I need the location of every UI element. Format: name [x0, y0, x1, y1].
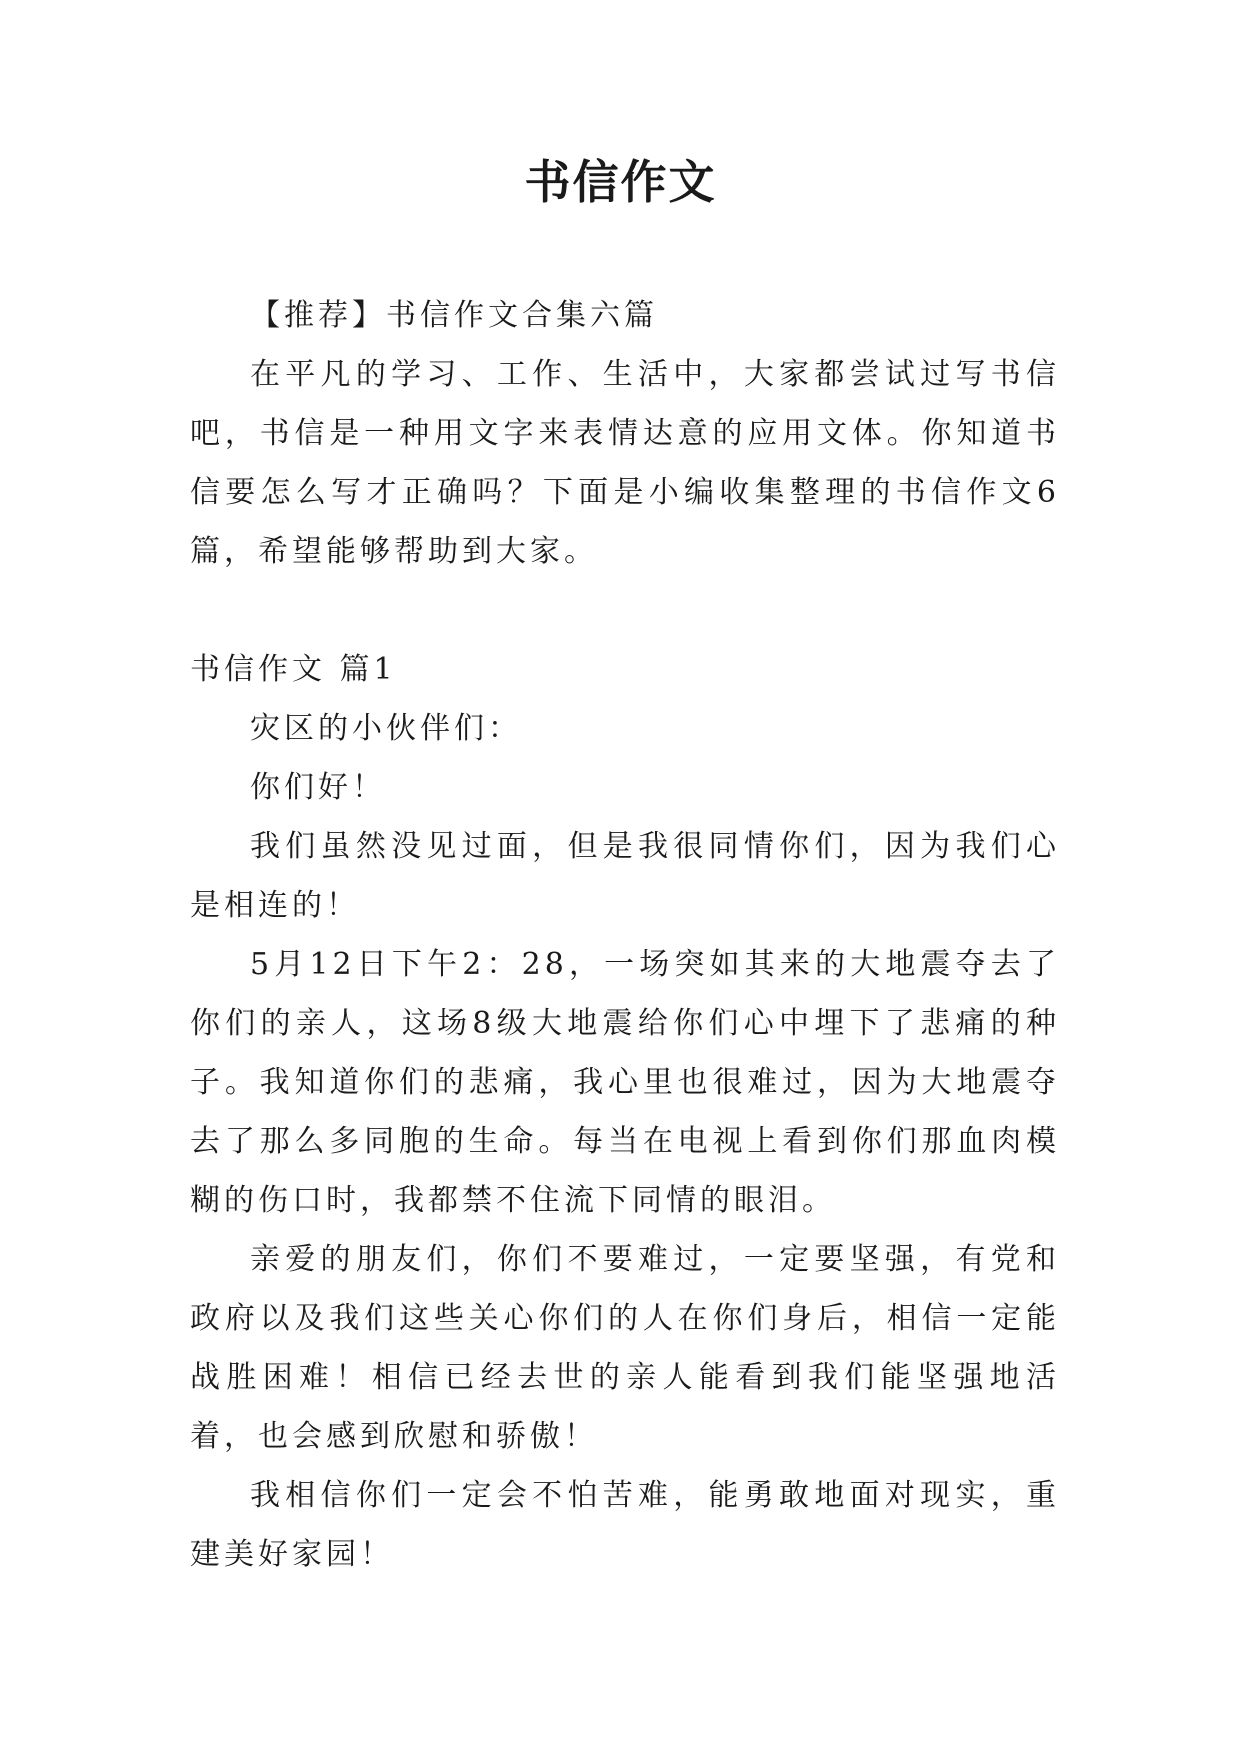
article-title: 书信作文 篇1: [190, 652, 397, 687]
intro-heading: 【推荐】书信作文合集六篇: [250, 298, 658, 333]
letter-greeting: 你们好！: [250, 770, 386, 805]
letter-paragraph: 5月12日下午2：28，一场突如其来的大地震夺去了你们的亲人，这场8级大地震给你们心中埋下了悲痛的种子。我知道你们的悲痛，我心里也很难过，因为大地震夺去了那么多同胞的生命。每当在电视上看到你们那血肉模糊的伤口时，我都禁不住流下同情的眼泪。: [190, 947, 1060, 1218]
letter-paragraph: 亲爱的朋友们，你们不要难过，一定要坚强，有党和政府以及我们这些关心你们的人在你们身后，相信一定能战胜困难！相信已经去世的亲人能看到我们能坚强地活着，也会感到欣慰和骄傲！: [190, 1242, 1060, 1454]
document-title: 书信作文: [524, 155, 717, 209]
letter-paragraph: 我们虽然没见过面，但是我很同情你们，因为我们心是相连的！: [190, 829, 1060, 923]
section-spacer: [190, 581, 1060, 640]
letter-paragraph: 我相信你们一定会不怕苦难，能勇敢地面对现实，重建美好家园！: [190, 1478, 1060, 1572]
letter-salutation: 灾区的小伙伴们：: [250, 711, 522, 746]
intro-paragraph: 在平凡的学习、工作、生活中，大家都尝试过写书信吧，书信是一种用文字来表情达意的应用文体。你知道书信要怎么写才正确吗？下面是小编收集整理的书信作文6篇，希望能够帮助到大家。: [190, 357, 1060, 569]
document-body: [190, 286, 1060, 1584]
